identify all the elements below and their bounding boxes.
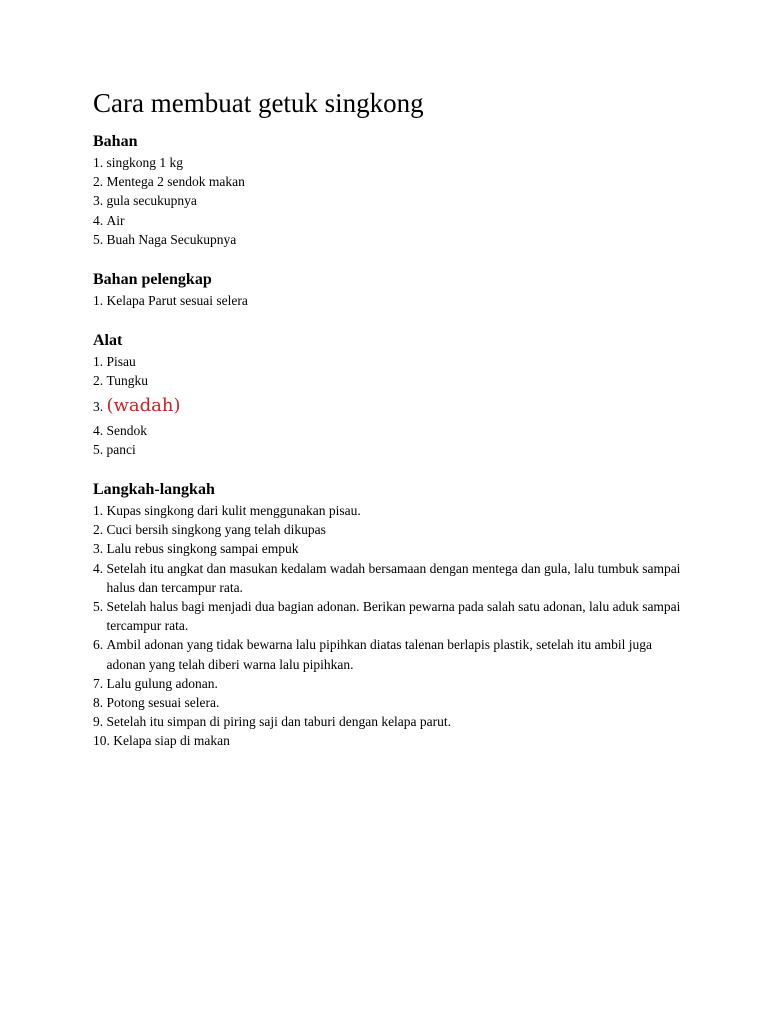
section-bahan <box>93 132 693 249</box>
list-item <box>93 539 693 558</box>
item-text: Kupas singkong dari kulit menggunakan pisau. <box>106 503 361 519</box>
item-text: Potong sesuai selera. <box>106 695 220 711</box>
item-number: 1. <box>93 293 107 309</box>
section-bahan-pelengkap <box>93 270 693 310</box>
item-number: 4. <box>93 212 107 228</box>
item-number: 1. <box>93 155 107 170</box>
list-item <box>93 597 693 635</box>
item-number: 3. <box>93 541 107 557</box>
item-text: Buah Naga Secukupnya <box>106 231 237 247</box>
item-text: Mentega 2 sendok makan <box>106 174 245 190</box>
document-page <box>93 86 693 751</box>
item-number: 6. <box>93 637 107 653</box>
list-item <box>93 520 693 539</box>
list-item <box>93 501 693 520</box>
document-title: Cara membuat getuk singkong <box>93 88 424 118</box>
item-text: gula secukupnya <box>106 193 197 209</box>
item-text: panci <box>106 441 136 457</box>
section-heading: Bahan pelengkap <box>93 271 212 289</box>
item-text: Kelapa Parut sesuai selera <box>106 293 248 309</box>
list-item <box>93 153 693 172</box>
section-alat <box>93 331 693 459</box>
list-item <box>93 291 693 310</box>
list-item <box>93 211 693 230</box>
section-langkah <box>93 480 693 751</box>
item-number: 4. <box>93 560 107 576</box>
list-item <box>93 172 693 191</box>
item-number: 5. <box>93 441 107 457</box>
item-number: 1. <box>93 503 107 519</box>
item-number: 2. <box>93 522 107 538</box>
list-item <box>93 352 693 371</box>
item-text: Lalu gulung adonan. <box>106 675 218 691</box>
list-item <box>93 674 693 693</box>
item-number: 8. <box>93 695 107 711</box>
item-number: 3. <box>93 398 107 414</box>
item-text: Lalu rebus singkong sampai empuk <box>106 541 299 557</box>
item-text: Cuci bersih singkong yang telah dikupas <box>106 522 326 538</box>
item-number: 3. <box>93 193 107 209</box>
list-item <box>93 230 693 249</box>
list-item <box>93 712 693 731</box>
item-text: Sendok <box>106 422 147 438</box>
item-text: Kelapa siap di makan <box>113 733 230 749</box>
tool-list <box>93 352 693 459</box>
item-text-highlight: (wadah) <box>106 394 181 416</box>
ingredient-list <box>93 153 693 249</box>
list-item <box>93 371 693 390</box>
list-item <box>93 731 693 750</box>
item-text: Setelah itu angkat dan masukan kedalam wadah bersamaan dengan mentega dan gula, lalu tumbuk sampai halus dan tercampur rata. <box>106 560 681 595</box>
list-item <box>93 693 693 712</box>
item-text: Setelah halus bagi menjadi dua bagian adonan. Berikan pewarna pada salah satu adonan, lalu aduk sampai tercampur rata. <box>106 599 681 634</box>
section-heading: Alat <box>93 332 123 350</box>
item-text: Setelah itu simpan di piring saji dan taburi dengan kelapa parut. <box>106 714 452 730</box>
step-list <box>93 501 693 751</box>
list-item <box>93 635 693 673</box>
list-item <box>93 440 693 459</box>
list-item <box>93 191 693 210</box>
item-text: singkong 1 kg <box>106 155 184 170</box>
section-heading: Bahan <box>93 133 138 150</box>
item-number: 4. <box>93 422 107 438</box>
section-heading: Langkah-langkah <box>93 481 215 499</box>
item-number: 2. <box>93 373 107 389</box>
item-number: 2. <box>93 174 107 190</box>
item-text: Air <box>106 212 125 228</box>
item-number: 5. <box>93 231 107 247</box>
item-number: 10. <box>93 733 114 749</box>
item-text: Tungku <box>106 373 149 389</box>
list-item <box>93 421 693 440</box>
item-number: 7. <box>93 675 107 691</box>
item-number: 1. <box>93 354 107 370</box>
list-item <box>93 559 693 597</box>
item-number: 5. <box>93 599 107 615</box>
item-text: Pisau <box>106 354 136 370</box>
item-text: Ambil adonan yang tidak bewarna lalu pipihkan diatas talenan berlapis plastik, setelah itu ambil juga adonan yang telah diberi warna lalu pipihkan. <box>106 637 652 672</box>
complement-list <box>93 291 693 310</box>
list-item <box>93 391 693 421</box>
item-number: 9. <box>93 714 107 730</box>
